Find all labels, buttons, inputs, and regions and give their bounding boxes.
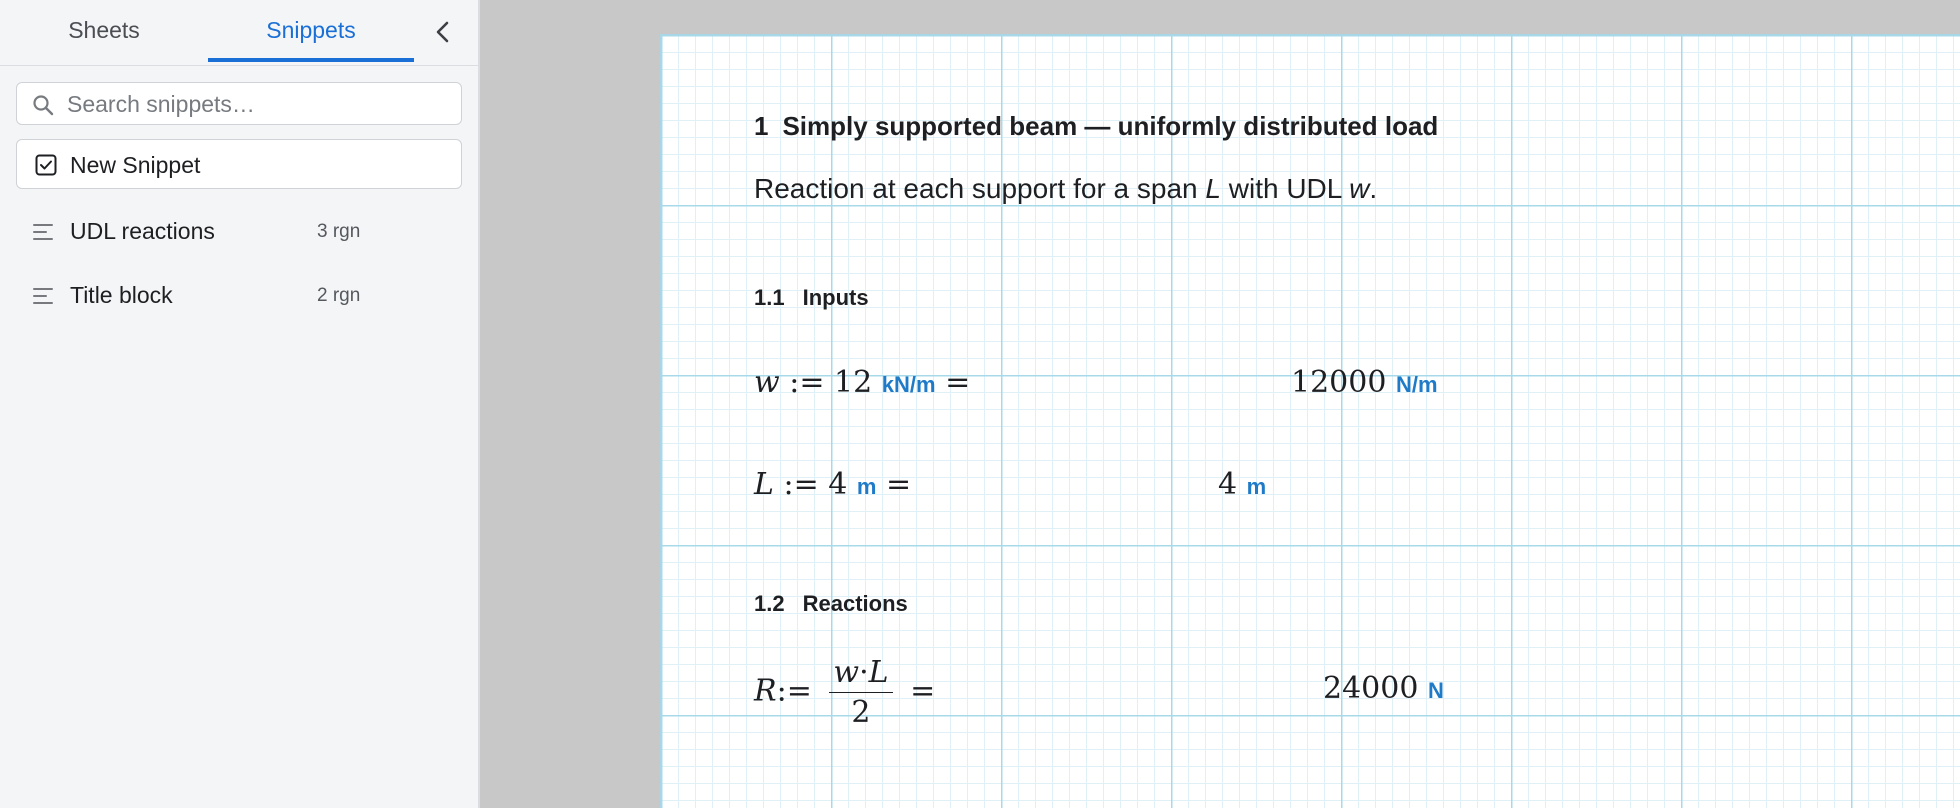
checkbox-checked-icon [35, 154, 57, 176]
section-number: 1 [754, 111, 769, 141]
eq-assign: := [776, 673, 812, 709]
eq-unit: kN/m [881, 372, 936, 397]
worksheet-page[interactable] [660, 34, 1960, 808]
eq-result: 24000 [1323, 671, 1419, 706]
variable-w: w [1349, 173, 1370, 204]
eq-result-unit: m [1246, 474, 1267, 499]
search-box [16, 82, 462, 125]
snippet-name: UDL reactions [70, 218, 215, 244]
eq-result-unit: N/m [1395, 372, 1438, 397]
equation-L-result[interactable] [1218, 467, 1266, 502]
tab-sheets[interactable]: Sheets [68, 17, 140, 43]
collapse-sidebar-button[interactable] [425, 14, 461, 50]
eq-variable: L [754, 467, 774, 502]
eq-variable: R [754, 673, 777, 709]
eq-equals: = [910, 673, 936, 709]
section-title: Simply supported beam — uniformly distributed load [782, 111, 1439, 141]
snippet-region-count: 2 rgn [317, 285, 361, 306]
search-input[interactable] [67, 87, 447, 121]
eq-variable: w [754, 365, 780, 400]
section-number: 1.2 [754, 591, 785, 616]
fraction [829, 655, 892, 730]
sidebar [0, 0, 480, 808]
equation-w-definition[interactable] [754, 365, 970, 400]
fraction-numerator [829, 655, 892, 693]
fraction-denominator: 2 [851, 695, 871, 730]
eq-value: 12 [834, 365, 873, 400]
text-run: . [1369, 173, 1378, 204]
section-heading-1-1[interactable] [754, 285, 869, 311]
eq-value: 4 [828, 467, 848, 502]
equation-w-result[interactable] [1291, 365, 1438, 400]
search-icon [31, 93, 55, 117]
text-run: with UDL [1220, 173, 1350, 204]
chevron-left-icon [425, 14, 461, 50]
section-title: Reactions [802, 591, 908, 616]
eq-result: 12000 [1291, 365, 1387, 400]
description-text[interactable] [754, 173, 1377, 205]
equation-L-definition[interactable] [754, 467, 911, 502]
eq-assign: := [789, 365, 825, 400]
list-item[interactable] [0, 204, 480, 260]
section-heading-1-2[interactable] [754, 591, 908, 617]
snippet-region-count: 3 rgn [317, 221, 361, 242]
section-number: 1.1 [754, 285, 785, 310]
tab-snippets[interactable]: Snippets [208, 0, 414, 62]
eq-unit: m [856, 474, 877, 499]
snippet-name: Title block [70, 282, 173, 308]
eq-variable: L [868, 655, 889, 690]
text-run: Reaction at each support for a span [754, 173, 1206, 204]
section-title: Inputs [802, 285, 869, 310]
equation-R-definition[interactable] [754, 655, 935, 730]
eq-variable: w [833, 655, 860, 690]
section-heading-1[interactable] [754, 111, 1438, 142]
eq-result-unit: N [1427, 678, 1444, 703]
text-lines-icon [32, 284, 56, 308]
sidebar-tabs [0, 0, 480, 66]
new-snippet-button[interactable] [16, 139, 462, 189]
variable-L: L [1205, 173, 1221, 204]
list-item[interactable] [0, 268, 480, 324]
eq-result: 4 [1218, 467, 1238, 502]
eq-operator: · [859, 655, 869, 690]
eq-assign: := [783, 467, 819, 502]
eq-equals: = [886, 467, 912, 502]
equation-R-result[interactable] [1323, 671, 1444, 706]
eq-equals: = [945, 365, 971, 400]
text-lines-icon [32, 220, 56, 244]
new-snippet-label: New Snippet [70, 152, 201, 178]
